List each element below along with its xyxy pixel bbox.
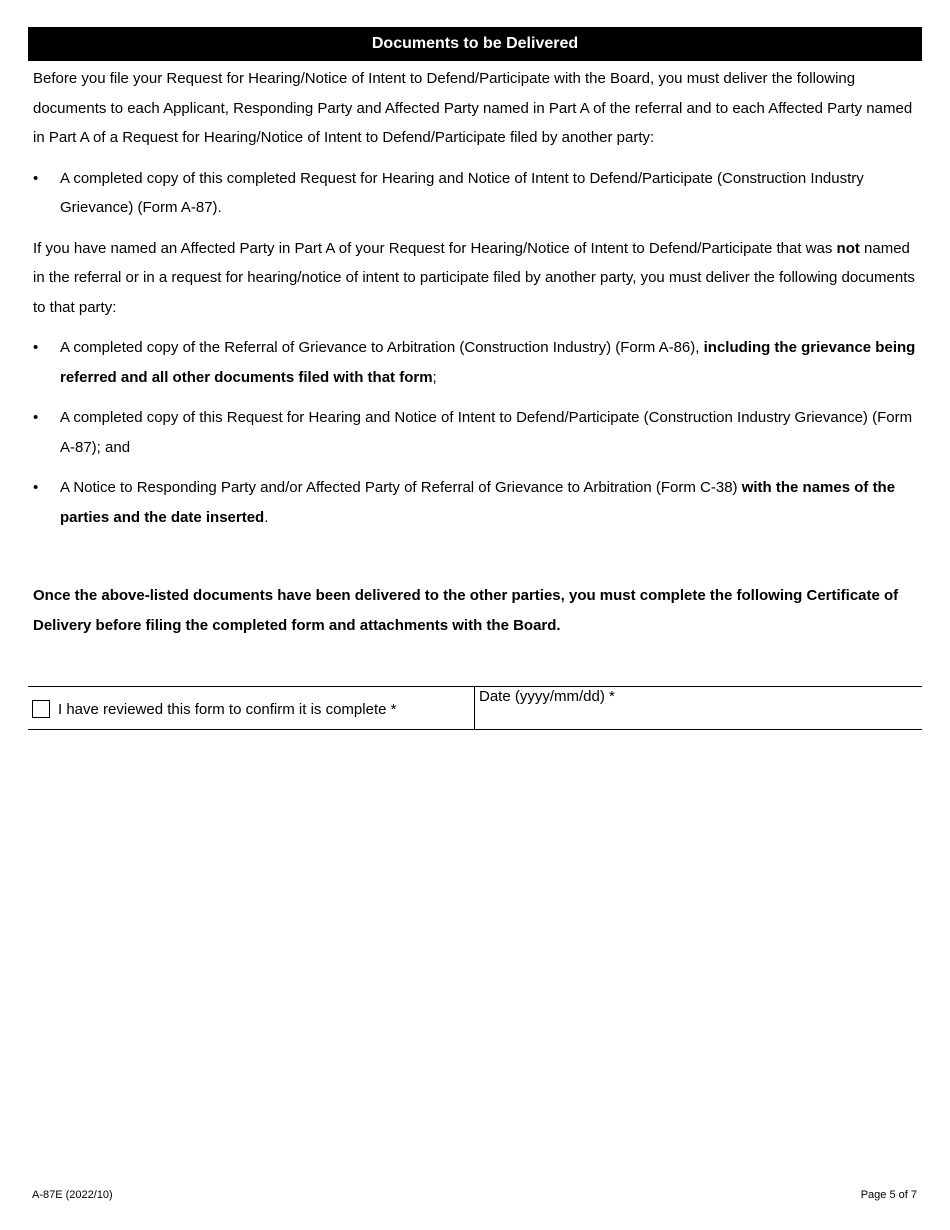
review-confirmation-row	[28, 686, 922, 730]
bullet-item	[33, 333, 923, 392]
emphasis-text: not	[836, 239, 860, 257]
review-checkbox-label: I have reviewed this form to confirm it is complete *	[58, 700, 397, 718]
bullet-icon: •	[33, 169, 39, 187]
review-checkbox-cell	[28, 687, 475, 729]
bullet-item	[33, 403, 923, 462]
certificate-note: Once the above-listed documents have been delivered to the other parties, you must complete the following Certificate of Delivery before filing the completed form and attachments with the Board.	[33, 587, 899, 634]
document-body	[33, 64, 923, 651]
paragraph-text: If you have named an Affected Party in Part A of your Request for Hearing/Notice of Intent to Defend/Participate that was	[33, 239, 837, 257]
bullet-emphasis: including the grievance being referred and all other documents filed with that form	[60, 339, 916, 386]
paragraph-text: named in the referral or in a request for hearing/notice of intent to participate filed by another party, you must deliver the following documents to that party:	[33, 239, 915, 316]
section-title: Documents to be Delivered	[28, 27, 922, 61]
review-complete-checkbox[interactable]	[32, 700, 50, 718]
bullet-icon: •	[33, 479, 39, 496]
date-field[interactable]	[479, 705, 918, 725]
date-label: Date (yyyy/mm/dd) *	[479, 688, 615, 705]
page-number: Page 5 of 7	[860, 1189, 917, 1201]
bullet-trailing: .	[264, 508, 269, 526]
bullet-text: A completed copy of this Request for Hearing and Notice of Intent to Defend/Participate (Construction Industry Grievance) (Form A-87); and	[60, 409, 913, 456]
bullet-text: A completed copy of this completed Request for Hearing and Notice of Intent to Defend/Participate (Construction Industry Grievance) (Form A-87).	[60, 169, 864, 216]
bullet-item	[33, 164, 923, 223]
intro-paragraph: Before you file your Request for Hearing/Notice of Intent to Defend/Participate with the Board, you must deliver the following documents to each Applicant, Responding Party and Affected Party named in Part A of the referral and to each Affected Party named in Part A of a Request for Hearing/Notice of Intent to Defend/Participate filed by another party:	[33, 70, 913, 146]
bullet-icon: •	[33, 339, 39, 356]
date-cell	[475, 687, 922, 729]
spacer	[33, 543, 923, 581]
bullet-text: A Notice to Responding Party and/or Affected Party of Referral of Grievance to Arbitration (Form C-38)	[60, 479, 742, 496]
form-id: A-87E (2022/10)	[32, 1189, 113, 1201]
bullet-emphasis: with the names of the parties and the date inserted	[60, 479, 896, 526]
affected-party-paragraph	[33, 234, 923, 323]
bullet-item	[33, 473, 923, 532]
bullet-icon: •	[33, 409, 39, 426]
bullet-trailing: ;	[432, 368, 437, 386]
bullet-text: A completed copy of the Referral of Grievance to Arbitration (Construction Industry) (Form A-86),	[60, 339, 704, 356]
